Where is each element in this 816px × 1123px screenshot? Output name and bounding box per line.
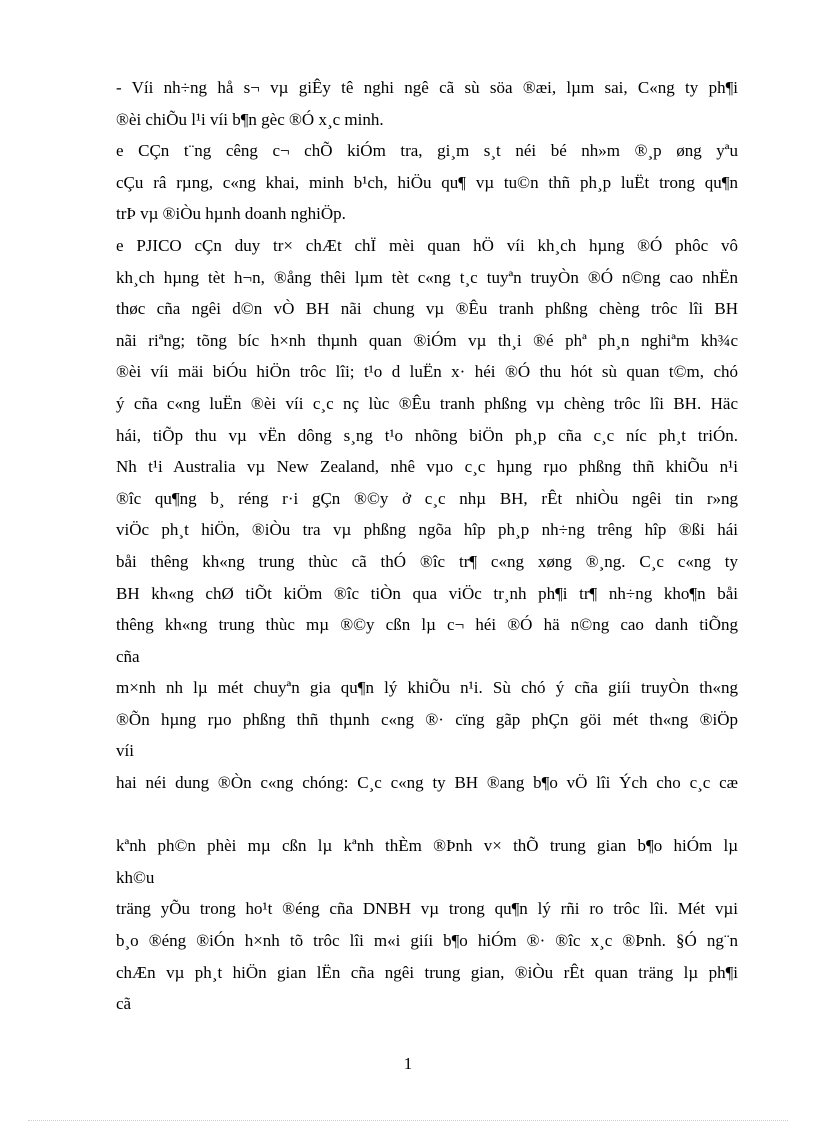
text-line: kªnh ph©n phèi mµ cßn lµ kªnh thÈm ®Þnh v× thÕ trung gian b¶o hiÓm lµ — [116, 836, 738, 856]
text-line: kh¸ch hµng tèt h¬n, ®ång thêi lµm tèt c«ng t¸c tuyªn truyÒn ®Ó n©ng cao nhËn — [116, 267, 738, 287]
text-line: víi — [116, 741, 134, 761]
text-line: ®îc qu¶ng b¸ réng r·i gÇn ®©y ở c¸c nhµ BH, rÊt nhiÒu ngêi tin r»ng — [116, 488, 738, 508]
text-line: - Víi nh÷ng hå s¬ vµ giÊy tê nghi ngê cã sù söa ®æi, lµm sai, C«ng ty ph¶i — [116, 78, 738, 97]
text-line: nãi riªng; tõng bíc h×nh thµnh quan ®iÓm vµ th¸i ®é phª ph¸n nghiªm kh¾c — [116, 330, 738, 350]
text-line: b¸o ®éng ®iÓn h×nh tõ trôc lîi m«i giíi b¶o hiÓm ®· ®îc x¸c ®Þnh. §Ó ng¨n — [116, 931, 738, 951]
text-line: ®Õn hµng rµo phßng thñ thµnh c«ng ®· cïng gãp phÇn göi mét th«ng ®iÖp — [116, 709, 738, 729]
text-line: e PJICO cÇn duy tr× chÆt chÏ mèi quan hÖ víi kh¸ch hµng ®Ó phôc vô — [116, 235, 738, 255]
text-line: thøc cña ngêi d©n vÒ BH nãi chung vµ ®Êu tranh phßng chèng trôc lîi BH — [116, 299, 738, 319]
text-line: ®èi chiÕu l¹i víi b¶n gèc ®Ó x¸c minh. — [116, 109, 384, 129]
text-line: hái, tiÕp thu vµ vËn dông s¸ng t¹o nhõng biÖn ph¸p cña c¸c níc ph¸t triÓn. — [116, 425, 738, 445]
text-line: chÆn vµ ph¸t hiÖn gian lËn cña ngêi trung gian, ®iÒu rÊt quan träng lµ ph¶i — [116, 962, 738, 982]
page-bottom-edge — [28, 1120, 788, 1121]
text-line: kh©u — [116, 867, 155, 887]
text-line: ý cña c«ng luËn ®èi víi c¸c nç lùc ®Êu tranh phßng vµ chèng trôc lîi BH. Häc — [116, 393, 738, 413]
text-line: trÞ vµ ®iÒu hµnh doanh nghiÖp. — [116, 204, 346, 224]
text-line: cã — [116, 994, 132, 1014]
page-number: 1 — [403, 1054, 413, 1073]
text-line: viÖc ph¸t hiÖn, ®iÒu tra vµ phßng ngõa hîp ph¸p nh÷ng trêng hîp ®ßi hái — [116, 520, 738, 540]
text-line: BH kh«ng chØ tiÕt kiÖm ®îc tiÒn qua viÖc tr¸nh ph¶i tr¶ nh÷ng kho¶n båi — [116, 583, 738, 603]
text-line: cÇu râ rµng, c«ng khai, minh b¹ch, hiÖu qu¶ vµ tu©n thñ ph¸p luËt trong qu¶n — [116, 172, 738, 192]
text-line: träng yÕu trong ho¹t ®éng cña DNBH vµ trong qu¶n lý rñi ro trôc lîi. Mét vµi — [116, 899, 738, 919]
body-text — [116, 72, 738, 1020]
text-line: cña — [116, 646, 140, 666]
text-line: båi thêng kh«ng trung thùc cã thÓ ®îc tr¶ c«ng xøng ®¸ng. C¸c c«ng ty — [116, 551, 738, 571]
text-line: m×nh nh lµ mét chuyªn gia qu¶n lý khiÕu n¹i. Sù chó ý cña giíi truyÒn th«ng — [116, 678, 738, 698]
text-line: Nh t¹i Australia vµ New Zealand, nhê vµo c¸c hµng rµo phßng thñ khiÕu n¹i — [116, 457, 738, 477]
text-line: e CÇn t¨ng cêng c¬ chÕ kiÓm tra, gi¸m s¸t néi bé nh»m ®¸p øng yªu — [116, 141, 738, 161]
blank-line — [116, 799, 738, 831]
text-line: ®èi víi mäi biÓu hiÖn trôc lîi; t¹o d luËn x· héi ®Ó thu hót sù quan t©m, chó — [116, 362, 738, 382]
text-line: thêng kh«ng trung thùc mµ ®©y cßn lµ c¬ héi ®Ó hä n©ng cao danh tiÕng — [116, 615, 738, 635]
text-line: hai néi dung ®Òn c«ng chóng: C¸c c«ng ty BH ®ang b¶o vÖ lîi Ých cho c¸c cæ — [116, 773, 738, 793]
